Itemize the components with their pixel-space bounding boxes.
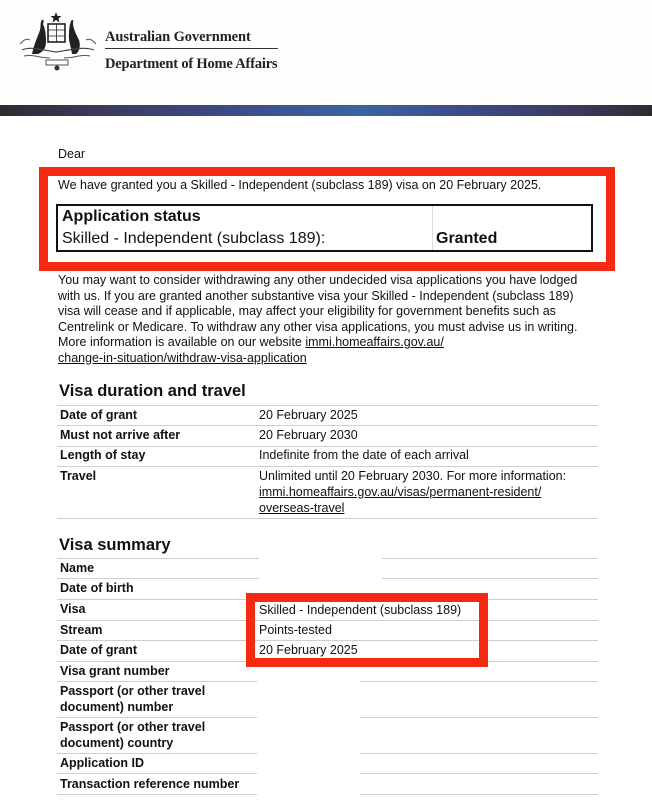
application-status-heading: Application status xyxy=(62,208,201,225)
summary-label-passport-number xyxy=(60,683,205,715)
travel-link-part-2[interactable]: overseas-travel xyxy=(259,501,345,515)
summary-label-date-of-grant: Date of grant xyxy=(60,643,138,657)
row-divider xyxy=(57,425,598,426)
row-divider xyxy=(255,640,479,641)
duration-value-date-of-grant: 20 February 2025 xyxy=(259,408,358,422)
commonwealth-coat-of-arms-icon xyxy=(16,10,98,72)
label-line-1: Passport (or other travel xyxy=(60,684,206,698)
withdraw-text: You may want to consider withdrawing any other undecided visa applications you have lodged with us. If you are granted another substantive visa your Skilled - Independent (subclass 189) visa will cease and if applicable, may affect your eligibility for government benefits such as Centrelink or Medicare. To withdraw any other visa applications, you must advise us in writing. More information is available on our website xyxy=(58,273,578,349)
summary-label-passport-country xyxy=(60,719,205,751)
duration-value-must-not-arrive: 20 February 2030 xyxy=(259,428,358,442)
summary-value-date-of-grant: 20 February 2025 xyxy=(259,643,358,657)
government-name: Australian Government xyxy=(105,29,251,45)
summary-label-transaction-reference: Transaction reference number xyxy=(60,777,240,791)
header-band xyxy=(0,105,652,116)
duration-value-length-of-stay: Indefinite from the date of each arrival xyxy=(259,448,469,462)
travel-link[interactable] xyxy=(259,485,541,515)
row-divider xyxy=(57,518,598,519)
label-line-2: document) number xyxy=(60,700,174,714)
visa-summary-highlight xyxy=(246,593,488,667)
redacted-area xyxy=(257,670,360,800)
summary-label-visa: Visa xyxy=(60,602,86,616)
summary-label-name: Name xyxy=(60,561,95,575)
salutation: Dear xyxy=(58,147,86,161)
application-status-box xyxy=(56,204,593,252)
duration-label-date-of-grant: Date of grant xyxy=(60,408,138,422)
application-status-value: Granted xyxy=(436,230,498,247)
label-line-2: document) country xyxy=(60,736,174,750)
summary-label-date-of-birth: Date of birth xyxy=(60,581,134,595)
duration-label-length-of-stay: Length of stay xyxy=(60,448,146,462)
grant-highlight xyxy=(39,167,615,271)
department-name: Department of Home Affairs xyxy=(105,56,278,72)
row-divider xyxy=(57,405,598,406)
row-divider xyxy=(57,466,598,467)
summary-label-application-id: Application ID xyxy=(60,756,145,770)
summary-label-visa-grant-number: Visa grant number xyxy=(60,664,170,678)
letterhead xyxy=(0,0,652,105)
summary-value-stream: Points-tested xyxy=(259,623,332,637)
application-status-visa: Skilled - Independent (subclass 189): xyxy=(62,230,326,247)
status-divider xyxy=(432,206,433,250)
travel-text: Unlimited until 20 February 2030. For more information: xyxy=(259,469,567,483)
travel-link-part-1[interactable]: immi.homeaffairs.gov.au/visas/permanent-resident/ xyxy=(259,485,542,499)
redacted-area xyxy=(259,550,382,590)
duration-label-must-not-arrive: Must not arrive after xyxy=(60,428,181,442)
summary-label-stream: Stream xyxy=(60,623,103,637)
duration-label-travel: Travel xyxy=(60,469,97,483)
withdraw-link-part-2[interactable]: change-in-situation/withdraw-visa-application xyxy=(58,350,307,365)
grant-statement: We have granted you a Skilled - Independent (subclass 189) visa on 20 February 2025. xyxy=(58,178,542,192)
row-divider xyxy=(255,620,479,621)
letterhead-divider xyxy=(105,48,278,49)
summary-value-visa: Skilled - Independent (subclass 189) xyxy=(259,603,462,617)
duration-value-travel xyxy=(259,468,566,516)
withdraw-paragraph xyxy=(58,273,598,366)
summary-section-title: Visa summary xyxy=(59,536,171,554)
label-line-1: Passport (or other travel xyxy=(60,720,206,734)
withdraw-link-part-1[interactable]: immi.homeaffairs.gov.au/ xyxy=(305,335,444,349)
duration-section-title: Visa duration and travel xyxy=(59,382,246,400)
